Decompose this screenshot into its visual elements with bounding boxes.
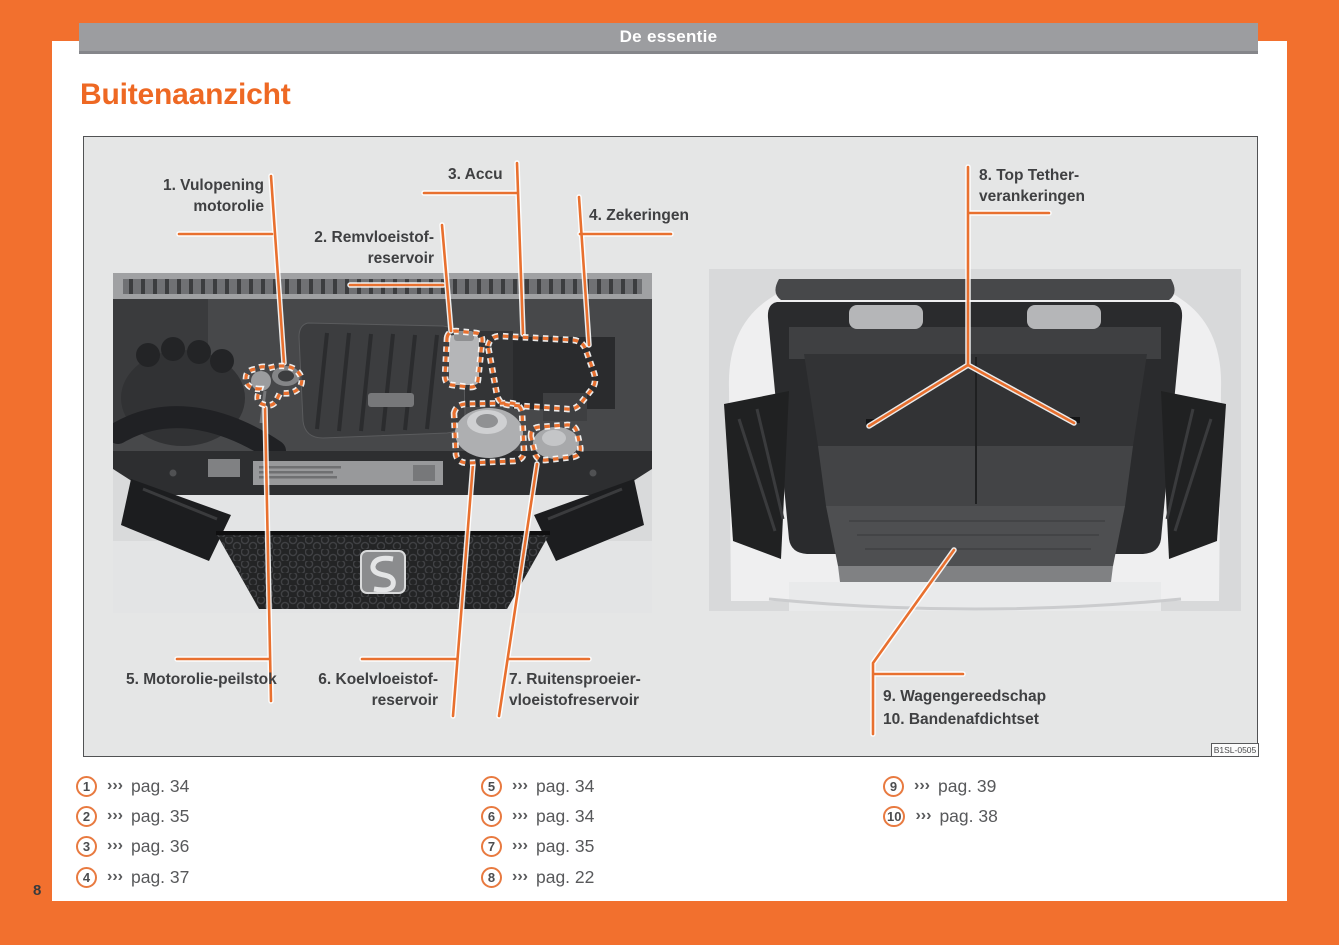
callout-label-4-line1: 4. Zekeringen xyxy=(589,207,689,224)
reference-row-5 xyxy=(481,774,594,798)
reference-row-4 xyxy=(76,865,189,889)
callout-label-7-line1: 7. Ruitensproeier- xyxy=(509,671,641,688)
reference-number-badge: 1 xyxy=(76,776,97,797)
reference-page: pag. 37 xyxy=(130,866,190,887)
chevrons-icon: ››› xyxy=(107,837,123,854)
chevrons-icon: ››› xyxy=(512,777,528,794)
chevrons-icon: ››› xyxy=(512,807,528,824)
callout-label-1-line1: 1. Vulopening xyxy=(162,177,264,194)
trunk-photo xyxy=(709,269,1241,611)
reference-number-badge: 4 xyxy=(76,867,97,888)
callout-label-8 xyxy=(979,165,1085,207)
callout-label-9 xyxy=(883,686,1046,707)
reference-number-badge: 3 xyxy=(76,836,97,857)
chevrons-icon: ››› xyxy=(915,807,932,824)
reference-row-10 xyxy=(883,804,998,828)
reference-row-3 xyxy=(76,834,189,858)
callout-label-6 xyxy=(298,669,438,711)
chevrons-icon: ››› xyxy=(107,777,123,794)
callout-label-1 xyxy=(124,175,264,217)
chapter-title: De essentie xyxy=(619,27,718,46)
reference-number-badge: 9 xyxy=(883,776,904,797)
reference-page: pag. 34 xyxy=(535,775,595,796)
reference-row-7 xyxy=(481,834,594,858)
callout-label-2-line1: 2. Remvloeistof- xyxy=(314,229,434,246)
callout-label-3-line1: 3. Accu xyxy=(448,166,503,183)
page-number: 8 xyxy=(33,882,42,899)
callout-label-8-line1: 8. Top Tether- xyxy=(979,167,1080,184)
callout-label-6-line2: reservoir xyxy=(371,692,438,709)
callout-label-7-line2: vloeistofreservoir xyxy=(509,692,640,709)
chevrons-icon: ››› xyxy=(512,868,528,885)
callout-label-5 xyxy=(126,669,277,690)
callout-label-7 xyxy=(509,669,641,711)
engine-bay-photo xyxy=(113,273,652,613)
callout-label-8-line2: verankeringen xyxy=(979,188,1085,205)
reference-row-6 xyxy=(481,804,594,828)
chevrons-icon: ››› xyxy=(512,837,528,854)
reference-page: pag. 39 xyxy=(937,775,997,796)
chapter-header-bar xyxy=(79,23,1258,54)
reference-page: pag. 35 xyxy=(535,835,595,856)
reference-row-1 xyxy=(76,774,189,798)
chevrons-icon: ››› xyxy=(914,777,930,794)
callout-label-5-line1: 5. Motorolie-peilstok xyxy=(126,671,277,688)
callout-label-10 xyxy=(883,709,1039,730)
reference-page: pag. 34 xyxy=(535,805,595,826)
callout-label-1-line2: motorolie xyxy=(193,198,264,215)
reference-page: pag. 34 xyxy=(130,775,190,796)
chevrons-icon: ››› xyxy=(107,807,123,824)
callout-label-4 xyxy=(589,205,689,226)
reference-number-badge: 6 xyxy=(481,806,502,827)
seat-logo xyxy=(361,551,405,593)
callout-label-2 xyxy=(294,227,434,269)
reference-page: pag. 35 xyxy=(130,805,190,826)
callout-label-6-line1: 6. Koelvloeistof- xyxy=(318,671,438,688)
reference-number-badge: 8 xyxy=(481,867,502,888)
callout-label-9-line1: 9. Wagengereedschap xyxy=(883,688,1047,705)
reference-page: pag. 38 xyxy=(939,805,998,826)
figure-code: B1SL-0505 xyxy=(1211,743,1259,757)
reference-page: pag. 22 xyxy=(535,866,595,887)
reference-number-badge: 7 xyxy=(481,836,502,857)
page-title: Buitenaanzicht xyxy=(80,78,291,111)
figure-panel xyxy=(83,136,1258,757)
chevrons-icon: ››› xyxy=(107,868,123,885)
reference-row-2 xyxy=(76,804,189,828)
reference-number-badge: 2 xyxy=(76,806,97,827)
reference-row-9 xyxy=(883,774,996,798)
reference-row-8 xyxy=(481,865,594,889)
callout-label-2-line2: reservoir xyxy=(367,250,434,267)
callout-label-10-line1: 10. Bandenafdichtset xyxy=(883,711,1039,728)
callout-label-3 xyxy=(448,164,503,185)
reference-page: pag. 36 xyxy=(130,835,190,856)
reference-number-badge: 5 xyxy=(481,776,502,797)
reference-number-badge: 10 xyxy=(883,806,905,827)
